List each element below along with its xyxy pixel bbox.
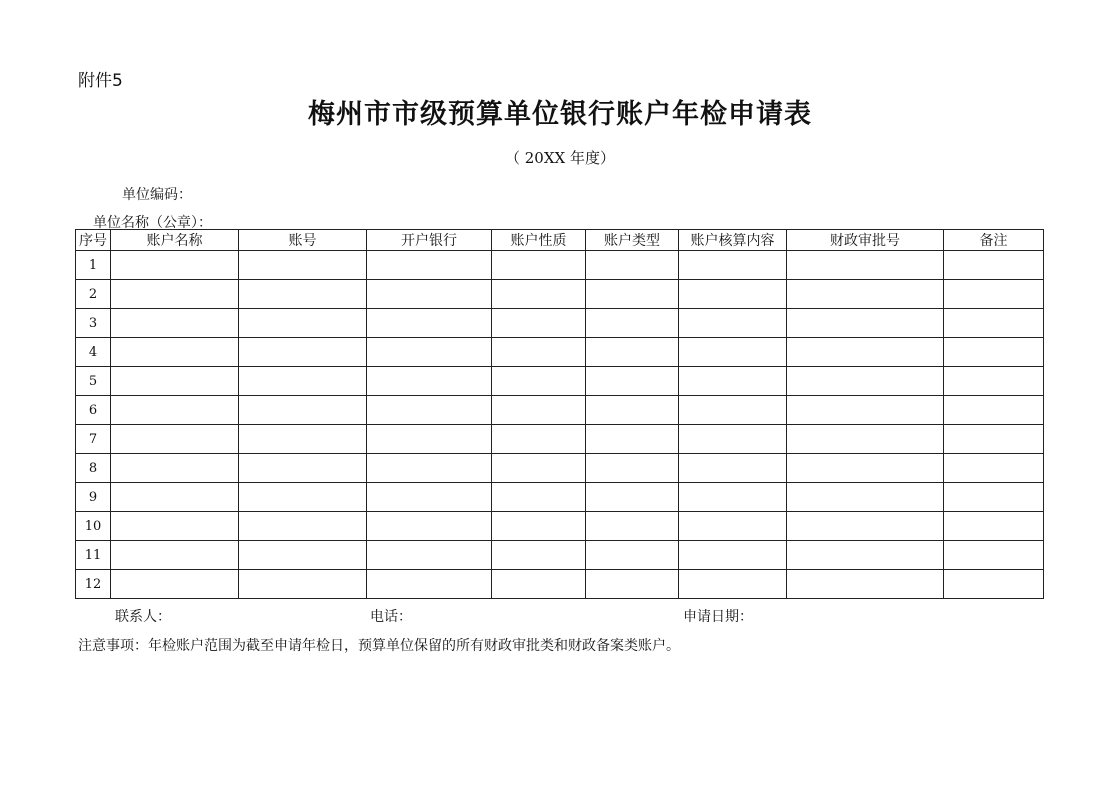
row-index: 8 [76, 454, 111, 483]
empty-cell [111, 512, 239, 541]
empty-cell [111, 541, 239, 570]
empty-cell [492, 512, 586, 541]
empty-cell [492, 396, 586, 425]
empty-cell [944, 251, 1044, 280]
row-index: 11 [76, 541, 111, 570]
empty-cell [239, 483, 367, 512]
table-body [76, 251, 1044, 599]
empty-cell [492, 251, 586, 280]
row-index: 3 [76, 309, 111, 338]
empty-cell [679, 483, 787, 512]
phone-label: 电话： [370, 609, 412, 625]
empty-cell [679, 309, 787, 338]
empty-cell [111, 483, 239, 512]
empty-cell [586, 396, 679, 425]
empty-cell [111, 280, 239, 309]
empty-cell [367, 541, 492, 570]
empty-cell [367, 454, 492, 483]
empty-cell [239, 251, 367, 280]
empty-cell [492, 425, 586, 454]
empty-cell [586, 309, 679, 338]
empty-cell [111, 338, 239, 367]
empty-cell [679, 396, 787, 425]
empty-cell [367, 280, 492, 309]
empty-cell [586, 570, 679, 599]
empty-cell [944, 512, 1044, 541]
empty-cell [944, 454, 1044, 483]
col-header-approval-number: 财政审批号 [787, 230, 944, 251]
col-header-account-name: 账户名称 [111, 230, 239, 251]
empty-cell [787, 483, 944, 512]
empty-cell [111, 454, 239, 483]
account-table [75, 229, 1044, 599]
row-index: 2 [76, 280, 111, 309]
empty-cell [239, 454, 367, 483]
empty-cell [492, 570, 586, 599]
row-index: 7 [76, 425, 111, 454]
table-row [76, 425, 1044, 454]
table-row [76, 454, 1044, 483]
empty-cell [944, 541, 1044, 570]
table-row [76, 367, 1044, 396]
empty-cell [787, 425, 944, 454]
contact-label: 联系人： [115, 609, 171, 625]
empty-cell [492, 309, 586, 338]
empty-cell [586, 425, 679, 454]
empty-cell [492, 541, 586, 570]
attachment-label: 附件5 [78, 71, 123, 91]
empty-cell [367, 309, 492, 338]
empty-cell [679, 454, 787, 483]
empty-cell [367, 425, 492, 454]
empty-cell [239, 425, 367, 454]
empty-cell [679, 512, 787, 541]
empty-cell [586, 280, 679, 309]
empty-cell [679, 251, 787, 280]
row-index: 1 [76, 251, 111, 280]
col-header-accounting-content: 账户核算内容 [679, 230, 787, 251]
empty-cell [944, 396, 1044, 425]
empty-cell [239, 512, 367, 541]
empty-cell [367, 512, 492, 541]
empty-cell [944, 280, 1044, 309]
empty-cell [787, 367, 944, 396]
empty-cell [787, 309, 944, 338]
empty-cell [787, 512, 944, 541]
empty-cell [111, 251, 239, 280]
empty-cell [787, 338, 944, 367]
empty-cell [492, 338, 586, 367]
empty-cell [586, 541, 679, 570]
row-index: 4 [76, 338, 111, 367]
table-row [76, 309, 1044, 338]
table-row [76, 251, 1044, 280]
empty-cell [492, 367, 586, 396]
empty-cell [944, 570, 1044, 599]
row-index: 9 [76, 483, 111, 512]
empty-cell [944, 338, 1044, 367]
empty-cell [239, 309, 367, 338]
row-index: 12 [76, 570, 111, 599]
empty-cell [787, 541, 944, 570]
empty-cell [239, 570, 367, 599]
table-row [76, 512, 1044, 541]
empty-cell [944, 425, 1044, 454]
empty-cell [787, 396, 944, 425]
empty-cell [367, 483, 492, 512]
col-header-index: 序号 [76, 230, 111, 251]
empty-cell [944, 309, 1044, 338]
empty-cell [586, 512, 679, 541]
empty-cell [586, 251, 679, 280]
empty-cell [367, 570, 492, 599]
table-row [76, 338, 1044, 367]
col-header-account-nature: 账户性质 [492, 230, 586, 251]
empty-cell [239, 396, 367, 425]
empty-cell [679, 280, 787, 309]
empty-cell [679, 541, 787, 570]
notice-text: 注意事项：年检账户范围为截至申请年检日，预算单位保留的所有财政审批类和财政备案类账户。 [78, 638, 680, 654]
empty-cell [679, 425, 787, 454]
table-row [76, 570, 1044, 599]
empty-cell [492, 483, 586, 512]
apply-date-label: 申请日期： [683, 609, 753, 625]
empty-cell [239, 541, 367, 570]
row-index: 5 [76, 367, 111, 396]
empty-cell [787, 570, 944, 599]
empty-cell [111, 570, 239, 599]
table-row [76, 280, 1044, 309]
table-header-row [76, 230, 1044, 251]
empty-cell [239, 338, 367, 367]
empty-cell [586, 454, 679, 483]
empty-cell [787, 251, 944, 280]
empty-cell [367, 396, 492, 425]
table-row [76, 541, 1044, 570]
empty-cell [239, 280, 367, 309]
empty-cell [944, 367, 1044, 396]
empty-cell [492, 454, 586, 483]
empty-cell [367, 338, 492, 367]
empty-cell [111, 425, 239, 454]
form-title: 梅州市市级预算单位银行账户年检申请表 [308, 99, 812, 130]
row-index: 10 [76, 512, 111, 541]
empty-cell [586, 367, 679, 396]
empty-cell [787, 454, 944, 483]
empty-cell [944, 483, 1044, 512]
empty-cell [367, 367, 492, 396]
empty-cell [586, 338, 679, 367]
unit-name-label: 单位名称（公章）： [93, 215, 212, 231]
unit-code-label: 单位编码： [122, 187, 192, 203]
col-header-bank: 开户银行 [367, 230, 492, 251]
empty-cell [367, 251, 492, 280]
empty-cell [239, 367, 367, 396]
table-row [76, 396, 1044, 425]
empty-cell [111, 309, 239, 338]
row-index: 6 [76, 396, 111, 425]
empty-cell [111, 396, 239, 425]
empty-cell [586, 483, 679, 512]
empty-cell [111, 367, 239, 396]
col-header-account-type: 账户类型 [586, 230, 679, 251]
empty-cell [787, 280, 944, 309]
table-row [76, 483, 1044, 512]
col-header-remarks: 备注 [944, 230, 1044, 251]
empty-cell [679, 338, 787, 367]
col-header-account-number: 账号 [239, 230, 367, 251]
empty-cell [679, 367, 787, 396]
form-year: （ 20XX 年度） [505, 149, 615, 167]
empty-cell [492, 280, 586, 309]
empty-cell [679, 570, 787, 599]
